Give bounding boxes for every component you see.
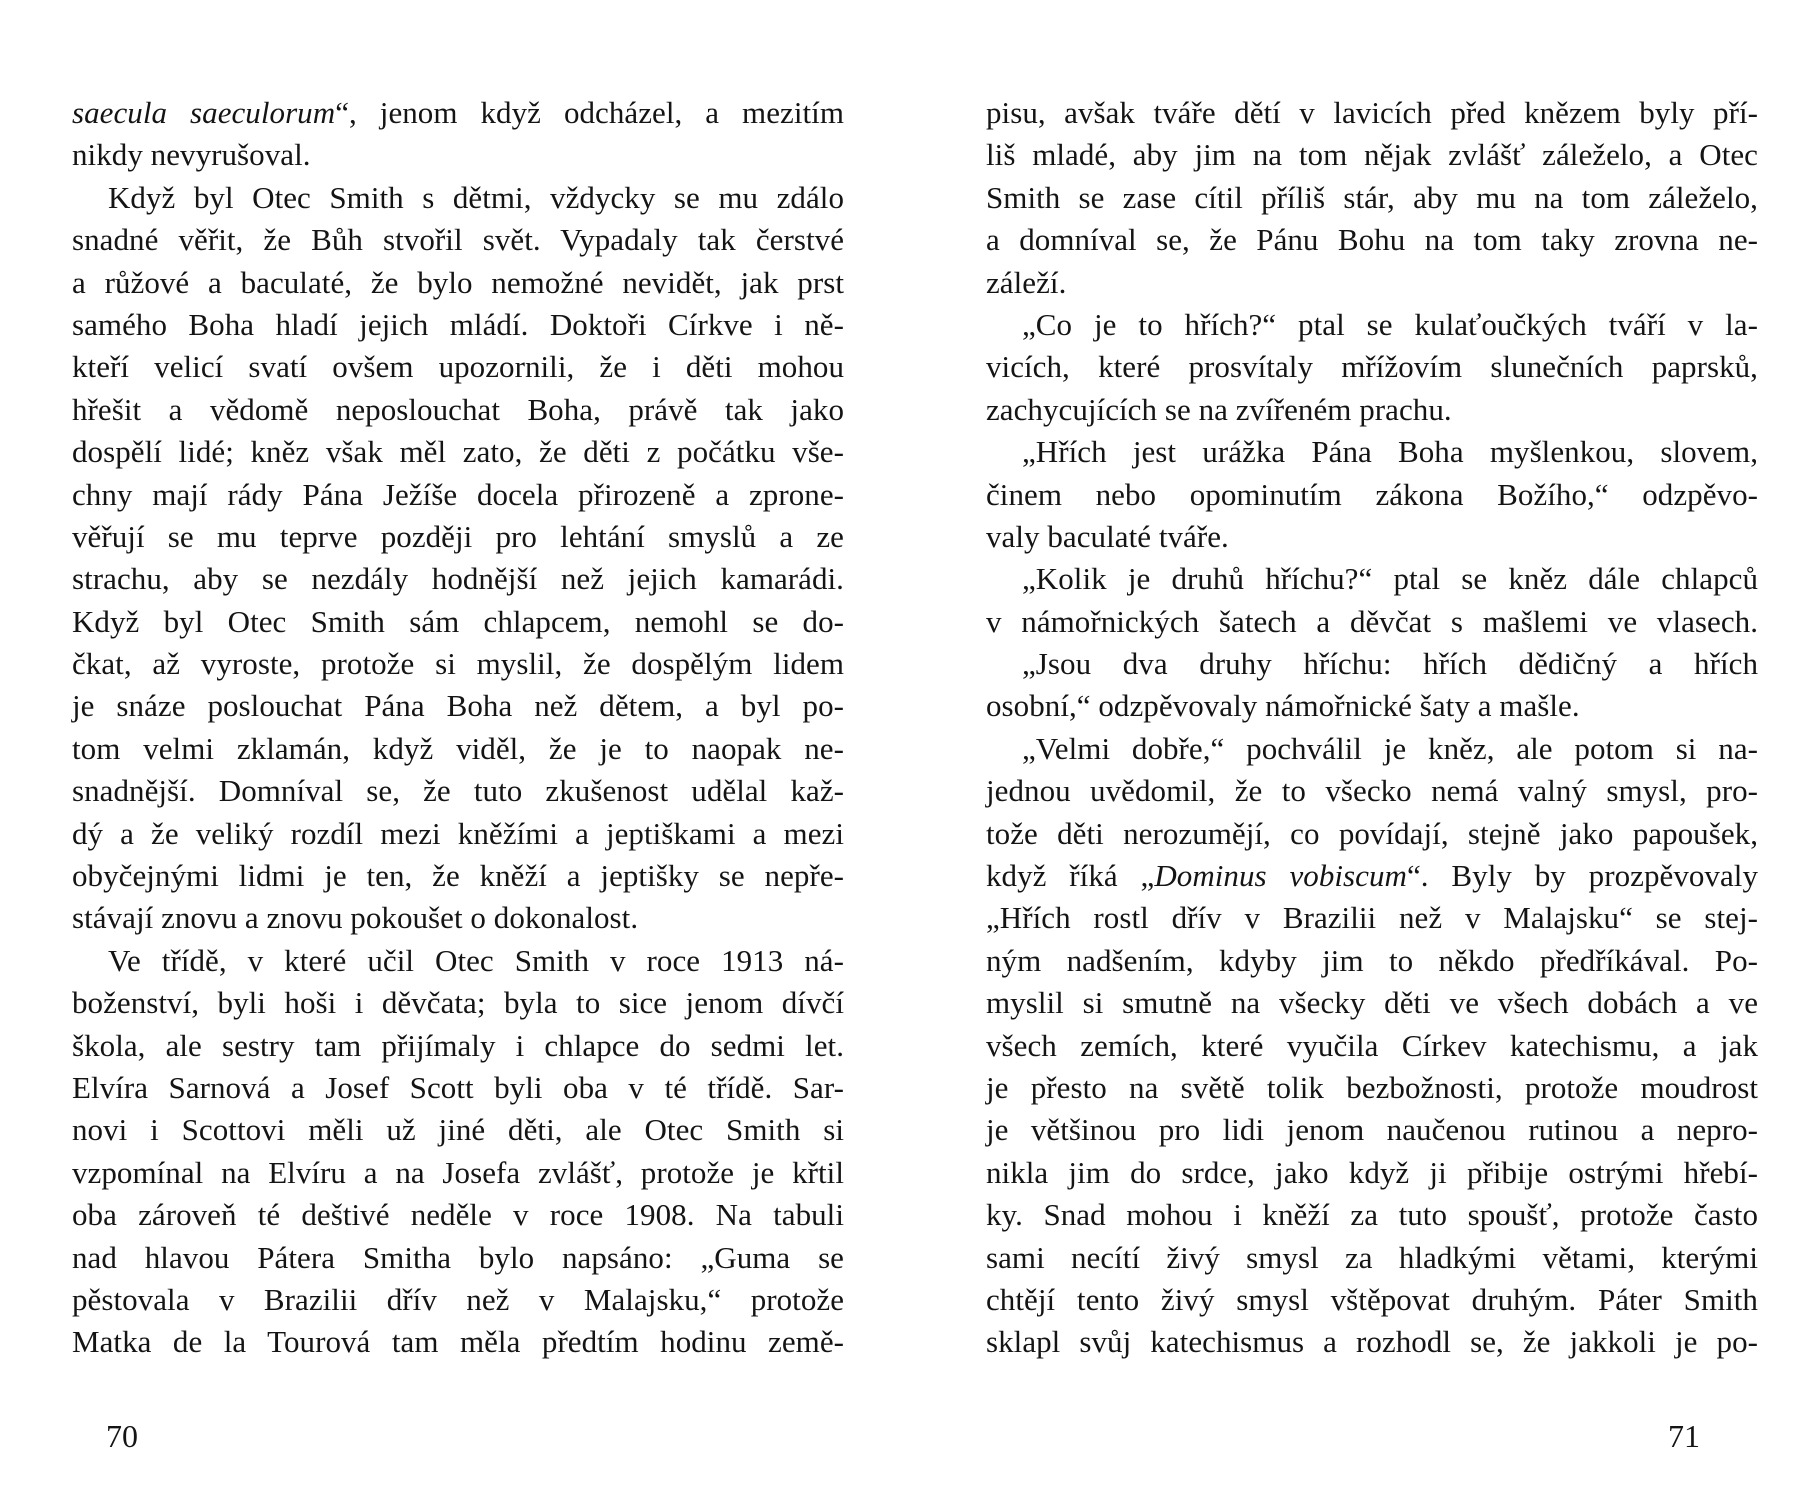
text-line: stávají znovu a znovu pokoušet o dokonalost. xyxy=(72,900,639,936)
text-fragment: když říká „ xyxy=(986,858,1155,894)
text-line: obyčejnými lidmi je ten, že kněží a jeptišky se nepře- xyxy=(72,858,844,894)
right-page xyxy=(986,92,1758,1364)
text-line: Elvíra Sarnová a Josef Scott byli oba v té třídě. Sar- xyxy=(72,1069,844,1105)
text-line: kteří velicí svatí ovšem upozornili, že i děti mohou xyxy=(72,349,844,385)
text-line: vicích, které prosvítaly mřížovím slunečních paprsků, xyxy=(986,349,1758,385)
left-page xyxy=(72,92,844,1364)
page-number-left: 70 xyxy=(106,1418,138,1454)
text-line: čkat, až vyroste, protože si myslil, že dospělým lidem xyxy=(72,646,844,682)
text-fragment: “. Byly by prozpěvovaly xyxy=(1406,858,1758,894)
text-line: „Velmi dobře,“ pochválil je kněz, ale potom si na- xyxy=(1022,730,1758,766)
text-line: ným nadšením, kdyby jim to někdo předříkával. Po- xyxy=(986,942,1758,978)
text-line: hřešit a vědomě neposlouchat Boha, právě tak jako xyxy=(72,391,844,427)
text-line: Když byl Otec Smith s dětmi, vždycky se mu zdálo xyxy=(108,179,844,215)
text-line: chny mají rády Pána Ježíše docela přirozeně a zprone- xyxy=(72,476,844,512)
text-line: zachycujících se na zvířeném prachu. xyxy=(986,391,1452,427)
text-line: chtějí tento živý smysl vštěpovat druhým. Páter Smith xyxy=(986,1281,1758,1317)
text-line: činem nebo opominutím zákona Božího,“ odzpěvo- xyxy=(986,476,1758,512)
text-line: „Hřích rostl dřív v Brazilii než v Malajsku“ se stej- xyxy=(986,900,1758,936)
text-line: strachu, aby se nezdály hodnější než jejich kamarádi. xyxy=(72,561,844,597)
text-line xyxy=(72,92,844,134)
text-line: ky. Snad mohou i kněží za tuto spoušť, protože často xyxy=(986,1197,1758,1233)
text-line: myslil si smutně na všecky děti ve všech dobách a ve xyxy=(986,985,1758,1021)
page-number-right: 71 xyxy=(1668,1418,1700,1454)
text-line: samého Boha hladí jejich mládí. Doktoři Církve i ně- xyxy=(72,306,844,342)
text-line: tom velmi zklamán, když viděl, že je to naopak ne- xyxy=(72,730,844,766)
text-line: vzpomínal na Elvíru a na Josefa zvlášť, protože je křtil xyxy=(72,1154,844,1190)
text-line: pěstovala v Brazilii dřív než v Malajsku,“ protože xyxy=(72,1281,844,1317)
text-line: sami necítí živý smysl za hladkými větami, kterými xyxy=(986,1239,1758,1275)
text-line: věřují se mu teprve později pro lehtání smyslů a ze xyxy=(72,518,844,554)
text-line: tože děti nerozumějí, co povídají, stejně jako papoušek, xyxy=(986,815,1758,851)
text-line: škola, ale sestry tam přijímaly i chlapce do sedmi let. xyxy=(72,1027,844,1063)
text-line: nikla jim do srdce, jako když ji přibije ostrými hřebí- xyxy=(986,1154,1758,1190)
text-fragment: “, jenom když odcházel, a mezitím xyxy=(335,95,844,130)
text-line: jednou uvědomil, že to všecko nemá valný smysl, pro- xyxy=(986,773,1758,809)
text-line: dý a že veliký rozdíl mezi kněžími a jeptiškami a mezi xyxy=(72,815,844,851)
text-line: pisu, avšak tváře dětí v lavicích před knězem byly pří- xyxy=(986,95,1758,130)
text-line: je většinou pro lidi jenom naučenou rutinou a nepro- xyxy=(986,1112,1758,1148)
text-line: sklapl svůj katechismus a rozhodl se, že jakkoli je po- xyxy=(986,1324,1758,1360)
text-line: Smith se zase cítil příliš stár, aby mu na tom záleželo, xyxy=(986,179,1758,215)
text-line: boženství, byli hoši i děvčata; byla to sice jenom dívčí xyxy=(72,985,844,1021)
text-line: „Jsou dva druhy hříchu: hřích dědičný a hřích xyxy=(1022,646,1758,682)
text-line: záleží. xyxy=(986,264,1067,300)
text-line: nikdy nevyrušoval. xyxy=(72,137,311,173)
text-line: a růžové a baculaté, že bylo nemožné nevidět, jak prst xyxy=(72,264,844,300)
text-line: liš mladé, aby jim na tom nějak zvlášť záleželo, a Otec xyxy=(986,137,1758,173)
text-line: valy baculaté tváře. xyxy=(986,518,1229,554)
text-line: „Co je to hřích?“ ptal se kulaťoučkých tváří v la- xyxy=(1022,306,1758,342)
italic-phrase: saecula saeculorum xyxy=(72,95,336,130)
text-line: je snáze poslouchat Pána Boha než dětem, a byl po- xyxy=(72,688,844,724)
text-line: v námořnických šatech a děvčat s mašlemi ve vlasech. xyxy=(986,603,1758,639)
text-line: osobní,“ odzpěvovaly námořnické šaty a mašle. xyxy=(986,688,1580,724)
italic-phrase: Dominus vobiscum xyxy=(1154,858,1407,894)
text-line: snadné věřit, že Bůh stvořil svět. Vypadaly tak čerstvé xyxy=(72,222,844,258)
text-line: všech zemích, které vyučila Církev katechismu, a jak xyxy=(986,1027,1758,1063)
text-line: oba zároveň té deštivé neděle v roce 1908. Na tabuli xyxy=(72,1197,844,1233)
text-line: „Hřích jest urážka Pána Boha myšlenkou, slovem, xyxy=(1022,434,1758,470)
text-line: nad hlavou Pátera Smitha bylo napsáno: „Guma se xyxy=(72,1239,844,1275)
text-line: Když byl Otec Smith sám chlapcem, nemohl se do- xyxy=(72,603,844,639)
text-line: Ve třídě, v které učil Otec Smith v roce 1913 ná- xyxy=(108,942,844,978)
text-line: snadnější. Domníval se, že tuto zkušenost udělal kaž- xyxy=(72,773,844,809)
text-line: „Kolik je druhů hříchu?“ ptal se kněz dále chlapců xyxy=(1022,561,1758,597)
text-line xyxy=(986,855,1758,897)
text-line: a domníval se, že Pánu Bohu na tom taky zrovna ne- xyxy=(986,222,1758,258)
text-line: Matka de la Tourová tam měla předtím hodinu země- xyxy=(72,1324,844,1360)
text-line: je přesto na světě tolik bezbožnosti, protože moudrost xyxy=(986,1069,1758,1105)
text-line: dospělí lidé; kněz však měl zato, že děti z počátku vše- xyxy=(72,434,844,470)
text-line: novi i Scottovi měli už jiné děti, ale Otec Smith si xyxy=(72,1112,844,1148)
